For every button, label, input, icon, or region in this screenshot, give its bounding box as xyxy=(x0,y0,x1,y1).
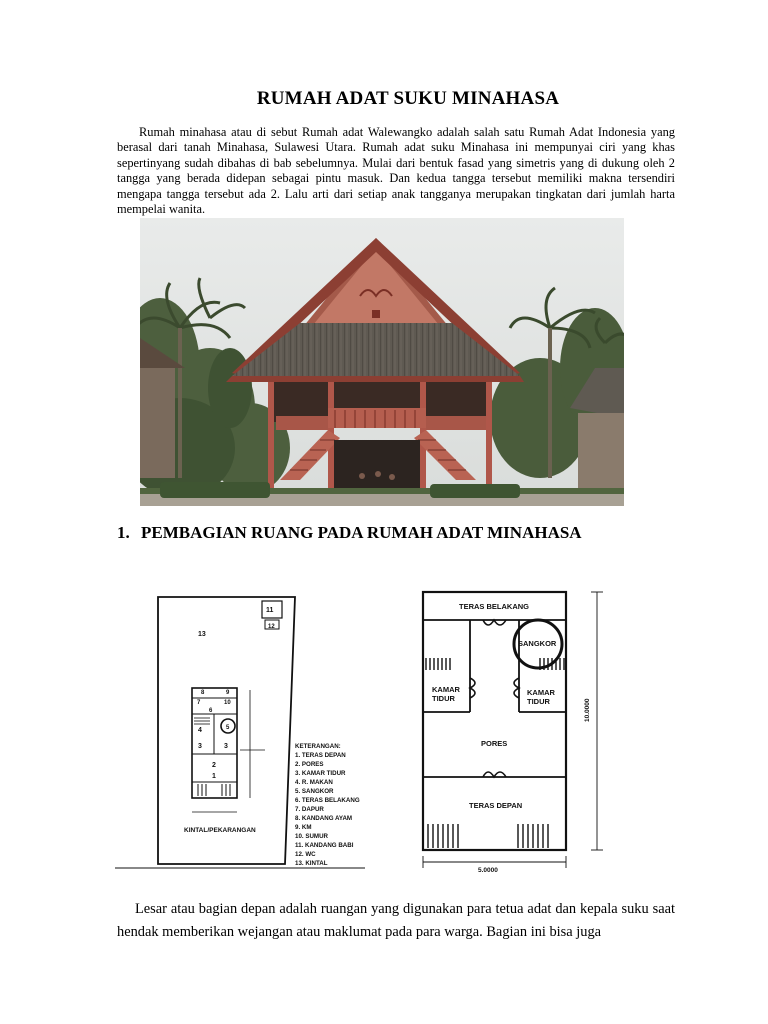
site-legend xyxy=(295,743,360,867)
intro-paragraph xyxy=(117,125,675,217)
site-num: 11 xyxy=(266,607,274,614)
site-num: 10 xyxy=(224,700,231,706)
legend-item: 5. SANGKOR xyxy=(295,788,334,795)
legend-item: 8. KANDANG AYAM xyxy=(295,815,353,822)
site-num: 1 xyxy=(212,773,216,780)
dimension-width: 5.0000 xyxy=(478,867,498,874)
intro-text: Rumah minahasa atau di sebut Rumah adat Walewangko adalah salah satu Rumah Adat Indonesia yang berasal dari tanah Minahasa, Sulawesi Utara. Rumah adat suku Minahasa ini mempunyai ciri yang khas sepertinyang sudah dibahas di bab sebelumnya. Mulai dari bentuk fasad yang simetris yang di dukung oleh 2 tangga yang berada didepan sebagai pintu masuk. Dan kedua tangga tersebut memiliki makna tersendiri mengapa tangga tersebut ada 2. Lalu arti dari setiap anak tangganya merupakan tingkatan dari jumlah harta mempelai wanita. xyxy=(117,125,675,217)
section-heading xyxy=(117,523,582,543)
site-num: 8 xyxy=(201,690,205,696)
label-tidur-right: TIDUR xyxy=(527,697,550,706)
document-title: RUMAH ADAT SUKU MINAHASA xyxy=(256,88,560,109)
dimension-height: 10.0000 xyxy=(584,698,591,722)
site-num: 4 xyxy=(198,727,202,734)
section-title: PEMBAGIAN RUANG PADA RUMAH ADAT MINAHASA xyxy=(141,523,582,542)
body-paragraph xyxy=(117,898,675,944)
label-sangkor: SANGKOR xyxy=(518,639,557,648)
site-num: 7 xyxy=(197,700,201,706)
section-number: 1. xyxy=(117,523,130,542)
yard-label: KINTAL/PEKARANGAN xyxy=(184,827,256,834)
site-plan-numbers xyxy=(184,607,275,834)
site-num: 3 xyxy=(224,743,228,750)
label-pores: PORES xyxy=(481,739,508,748)
legend-item: 12. WC xyxy=(295,851,316,858)
house-photo xyxy=(140,218,624,506)
site-num: 9 xyxy=(226,690,230,696)
body-paragraph-text: Lesar atau bagian depan adalah ruangan yang digunakan para tetua adat dan kepala suku saat hendak memberikan wejangan atau maklumat pada para warga. Bagian ini bisa juga xyxy=(117,901,675,940)
legend-item: 10. SUMUR xyxy=(295,833,329,840)
site-num: 12 xyxy=(268,624,275,630)
site-num: 3 xyxy=(198,743,202,750)
legend-item: 6. TERAS BELAKANG xyxy=(295,797,360,804)
legend-item: 7. DAPUR xyxy=(295,806,324,813)
floor-plans-figure xyxy=(110,572,655,882)
site-num: 5 xyxy=(226,725,230,731)
legend-title: KETERANGAN: xyxy=(295,743,341,750)
label-teras-belakang: TERAS BELAKANG xyxy=(459,602,530,611)
legend-item: 4. R. MAKAN xyxy=(295,779,333,786)
legend-item: 1. TERAS DEPAN xyxy=(295,752,346,759)
site-num: 2 xyxy=(212,762,216,769)
floor-plan-labels xyxy=(432,602,591,874)
legend-item: 13. KINTAL xyxy=(295,860,328,867)
label-teras-depan: TERAS DEPAN xyxy=(469,801,523,810)
legend-item: 11. KANDANG BABI xyxy=(295,842,354,849)
label-tidur-left: TIDUR xyxy=(432,694,455,703)
label-kamar-right: KAMAR xyxy=(527,688,555,697)
legend-item: 9. KM xyxy=(295,824,312,831)
legend-item: 3. KAMAR TIDUR xyxy=(295,770,346,777)
legend-item: 2. PORES xyxy=(295,761,324,768)
site-num: 13 xyxy=(198,631,206,638)
floor-plan xyxy=(423,592,603,868)
label-kamar-left: KAMAR xyxy=(432,685,460,694)
site-num: 6 xyxy=(209,708,213,714)
